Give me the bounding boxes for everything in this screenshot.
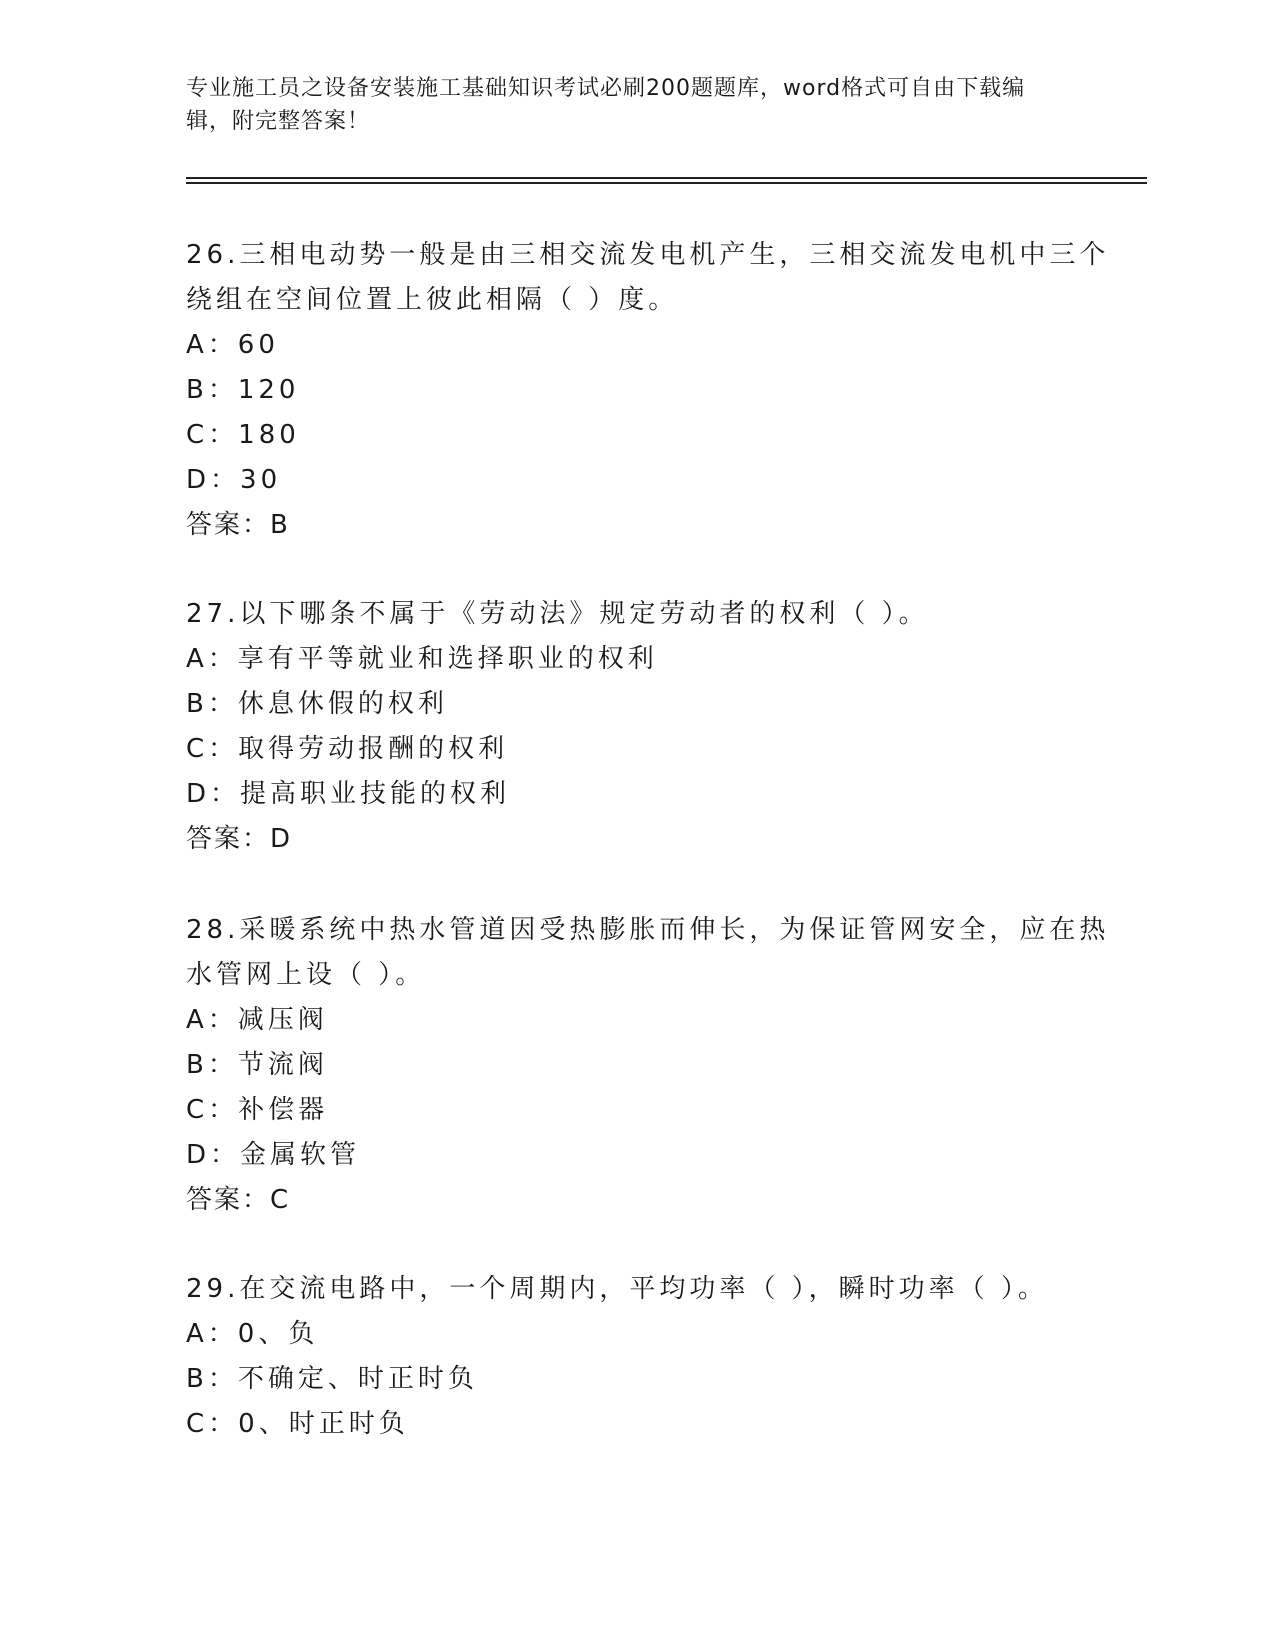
question-28-stem-cont: 水管网上设（ ）。 — [186, 960, 426, 990]
question-27-option-a: A：享有平等就业和选择职业的权利 — [186, 644, 658, 674]
question-27-option-b: B：休息休假的权利 — [186, 689, 448, 719]
question-29-option-b: B：不确定、时正时负 — [186, 1364, 478, 1394]
question-28-option-b: B：节流阀 — [186, 1050, 328, 1080]
question-28-option-a: A：减压阀 — [186, 1005, 328, 1035]
question-26-option-c: C：180 — [186, 420, 300, 450]
question-27-answer: 答案：D — [186, 824, 293, 854]
question-29-option-a: A：0、负 — [186, 1319, 319, 1349]
question-28-stem: 28.采暖系统中热水管道因受热膨胀而伸长，为保证管网安全，应在热 — [186, 915, 1110, 945]
question-28-answer: 答案：C — [186, 1185, 291, 1215]
question-26-option-d: D：30 — [186, 465, 282, 495]
question-26-answer: 答案：B — [186, 510, 290, 540]
question-27-option-d: D：提高职业技能的权利 — [186, 779, 511, 809]
page-header: 专业施工员之设备安装施工基础知识考试必刷200题题库，word格式可自由下载编辑，附完整答案！ — [186, 76, 1026, 134]
question-27-option-c: C：取得劳动报酬的权利 — [186, 734, 509, 764]
question-28-option-c: C：补偿器 — [186, 1095, 329, 1125]
question-29-option-c: C：0、时正时负 — [186, 1409, 409, 1439]
question-26-stem-cont: 绕组在空间位置上彼此相隔（ ）度。 — [186, 285, 679, 315]
question-26-option-b: B：120 — [186, 375, 300, 405]
header-divider-bottom — [186, 182, 1147, 184]
question-27-stem: 27.以下哪条不属于《劳动法》规定劳动者的权利（ ）。 — [186, 599, 929, 629]
question-29-stem: 29.在交流电路中，一个周期内，平均功率（ ），瞬时功率（ ）。 — [186, 1274, 1048, 1304]
question-26-option-a: A：60 — [186, 330, 279, 360]
question-26-stem: 26.三相电动势一般是由三相交流发电机产生，三相交流发电机中三个 — [186, 240, 1110, 270]
question-28-option-d: D：金属软管 — [186, 1140, 361, 1170]
header-divider-top — [186, 177, 1147, 179]
